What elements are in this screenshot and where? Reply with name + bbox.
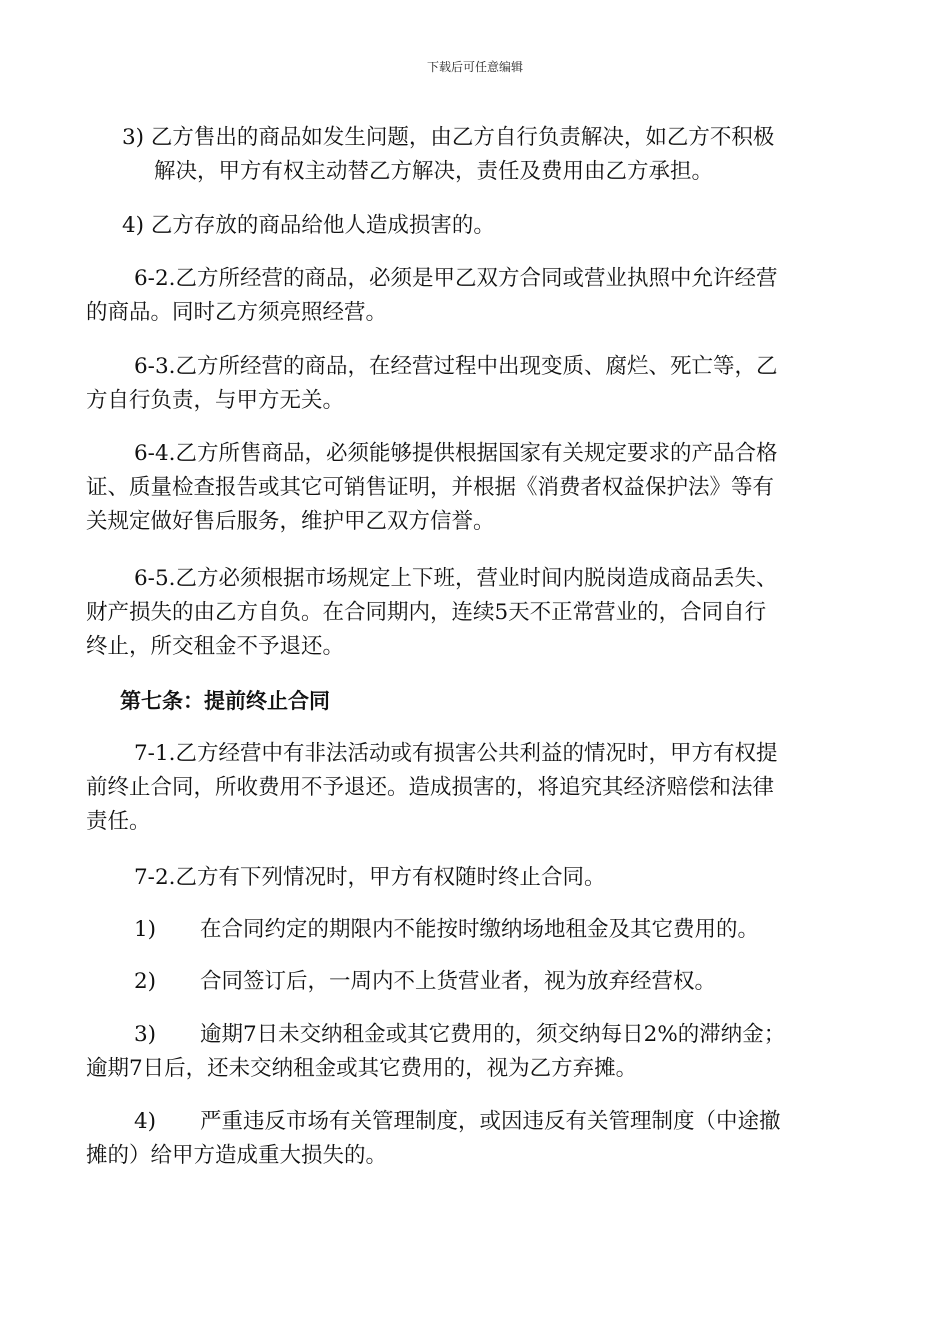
text-line: 3) 乙方售出的商品如发生问题，由乙方自行负责解决，如乙方不积极	[122, 125, 775, 150]
text-line: 财产损失的由乙方自负。在合同期内，连续5天不正常营业的，合同自行	[86, 600, 767, 625]
text-line: 7-2.乙方有下列情况时，甲方有权随时终止合同。	[134, 865, 606, 890]
text-line: 6-5.乙方必须根据市场规定上下班，营业时间内脱岗造成商品丢失、	[134, 566, 778, 591]
text-line: 责任。	[86, 809, 151, 834]
text-line: 逾期7日后，还未交纳租金或其它费用的，视为乙方弃摊。	[86, 1056, 638, 1081]
paragraph-6-3	[86, 350, 856, 418]
list-number: 4)	[134, 1109, 157, 1134]
text-line: 摊的）给甲方造成重大损失的。	[86, 1143, 388, 1168]
paragraph-clause-4	[86, 209, 856, 243]
list-item-3	[86, 1018, 856, 1086]
paragraph-clause-3	[86, 121, 856, 189]
text-line: 6-4.乙方所售商品，必须能够提供根据国家有关规定要求的产品合格	[134, 441, 778, 466]
list-item-4	[86, 1105, 856, 1173]
page-header: 下载后可任意编辑	[426, 60, 523, 74]
list-item-1	[86, 913, 856, 947]
text-line: 6-3.乙方所经营的商品，在经营过程中出现变质、腐烂、死亡等，乙	[134, 354, 778, 379]
text-line: 方自行负责，与甲方无关。	[86, 388, 345, 413]
text-line: 4) 乙方存放的商品给他人造成损害的。	[122, 213, 495, 238]
text-line: 关规定做好售后服务，维护甲乙双方信誉。	[86, 509, 495, 534]
list-number: 1)	[134, 917, 157, 942]
text-line: 解决，甲方有权主动替乙方解决，责任及费用由乙方承担。	[154, 159, 714, 184]
list-item-2	[86, 965, 856, 999]
text-line: 在合同约定的期限内不能按时缴纳场地租金及其它费用的。	[200, 917, 760, 942]
text-line: 合同签订后，一周内不上货营业者，视为放弃经营权。	[200, 969, 717, 994]
heading-text: 第七条：提前终止合同	[120, 689, 330, 713]
paragraph-7-1	[86, 737, 856, 839]
text-line: 的商品。同时乙方须亮照经营。	[86, 300, 388, 325]
text-line: 证、质量检查报告或其它可销售证明，并根据《消费者权益保护法》等有	[86, 475, 775, 500]
text-line: 6-2.乙方所经营的商品，必须是甲乙双方合同或营业执照中允许经营	[134, 266, 778, 291]
paragraph-6-4	[86, 437, 856, 539]
paragraph-6-2	[86, 262, 856, 330]
text-line: 严重违反市场有关管理制度，或因违反有关管理制度（中途撤	[200, 1109, 781, 1134]
text-line: 前终止合同，所收费用不予退还。造成损害的，将追究其经济赔偿和法律	[86, 775, 775, 800]
list-number: 3)	[134, 1022, 157, 1047]
paragraph-6-5	[86, 562, 856, 664]
text-line: 终止，所交租金不予退还。	[86, 634, 345, 659]
text-line: 逾期7日未交纳租金或其它费用的，须交纳每日2%的滞纳金；	[200, 1022, 786, 1047]
section-heading-article-7	[86, 684, 856, 718]
list-number: 2)	[134, 969, 157, 994]
paragraph-7-2	[86, 861, 856, 895]
text-line: 7-1.乙方经营中有非法活动或有损害公共利益的情况时，甲方有权提	[134, 741, 778, 766]
